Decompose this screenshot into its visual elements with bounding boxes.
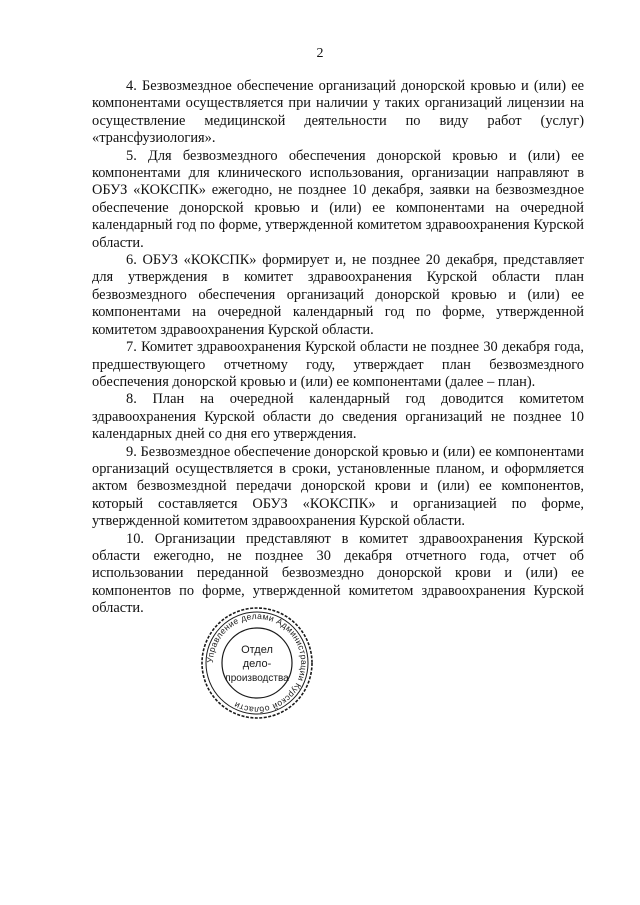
stamp-inner-line-2: дело- [242, 658, 272, 670]
paragraph-5: 5. Для безвозмездного обеспечения донорской кровью и (или) ее компонентами для клинического использования, организации направляют в ОБУЗ «КОКСПК» ежегодно, не позднее 10 декабря, заявки на безвозмездное обеспечение донорской кровью и (или) ее компонентами на очередной календарный год по форме, утвержденной комитетом здравоохранения Курской области. [92, 147, 584, 251]
stamp-inner-line-3: производства [225, 673, 289, 684]
page-number: 2 [316, 46, 324, 61]
stamp-inner-line-1: Отдел [241, 644, 273, 656]
stamp-seal-graphic [200, 606, 314, 720]
paragraph-10: 10. Организации представляют в комитет здравоохранения Курской области ежегодно, не позднее 30 декабря отчетного года, отчет об использовании переданной безвозмездно донорской крови и (или) ее компонентов по форме, утвержденной комитетом здравоохранения Курской области. [92, 530, 584, 617]
paragraph-7: 7. Комитет здравоохранения Курской области не позднее 30 декабря года, предшествующего отчетному году, утверждает план безвозмездного обеспечения донорской кровью и (или) ее компонентами (далее – план). [92, 339, 584, 390]
stamp-outer-text: Управление делами Администрации Курской области [204, 610, 310, 716]
paragraph-4: 4. Безвозмездное обеспечение организаций донорской кровью и (или) ее компонентами осуществляется при наличии у таких организаций лицензии на осуществление медицинской деятельности по виду работ (услуг) «трансфузиология». [92, 78, 584, 147]
paragraph-8: 8. План на очередной календарный год доводится комитетом здравоохранения Курской области до сведения организаций не позднее 10 календарных дней со дня его утверждения. [92, 391, 584, 443]
office-stamp [200, 606, 314, 720]
document-body [92, 78, 584, 618]
paragraph-6: 6. ОБУЗ «КОКСПК» формирует и, не позднее 20 декабря, представляет для утверждения в комитет здравоохранения Курской области план безвозмездного обеспечения организаций донорской кровью и (или) ее компонентами на очередной календарный год по форме, утвержденной комитетом здравоохранения Курской области. [92, 252, 584, 338]
paragraph-9: 9. Безвозмездное обеспечение донорской кровью и (или) ее компонентами организаций осуществляется в сроки, установленные планом, и оформляется актом безвозмездной передачи донорской крови и (или) ее компонентов, который составляется ОБУЗ «КОКСПК» и организацией по форме, утвержденной комитетом здравоохранения Курской области. [92, 443, 584, 530]
